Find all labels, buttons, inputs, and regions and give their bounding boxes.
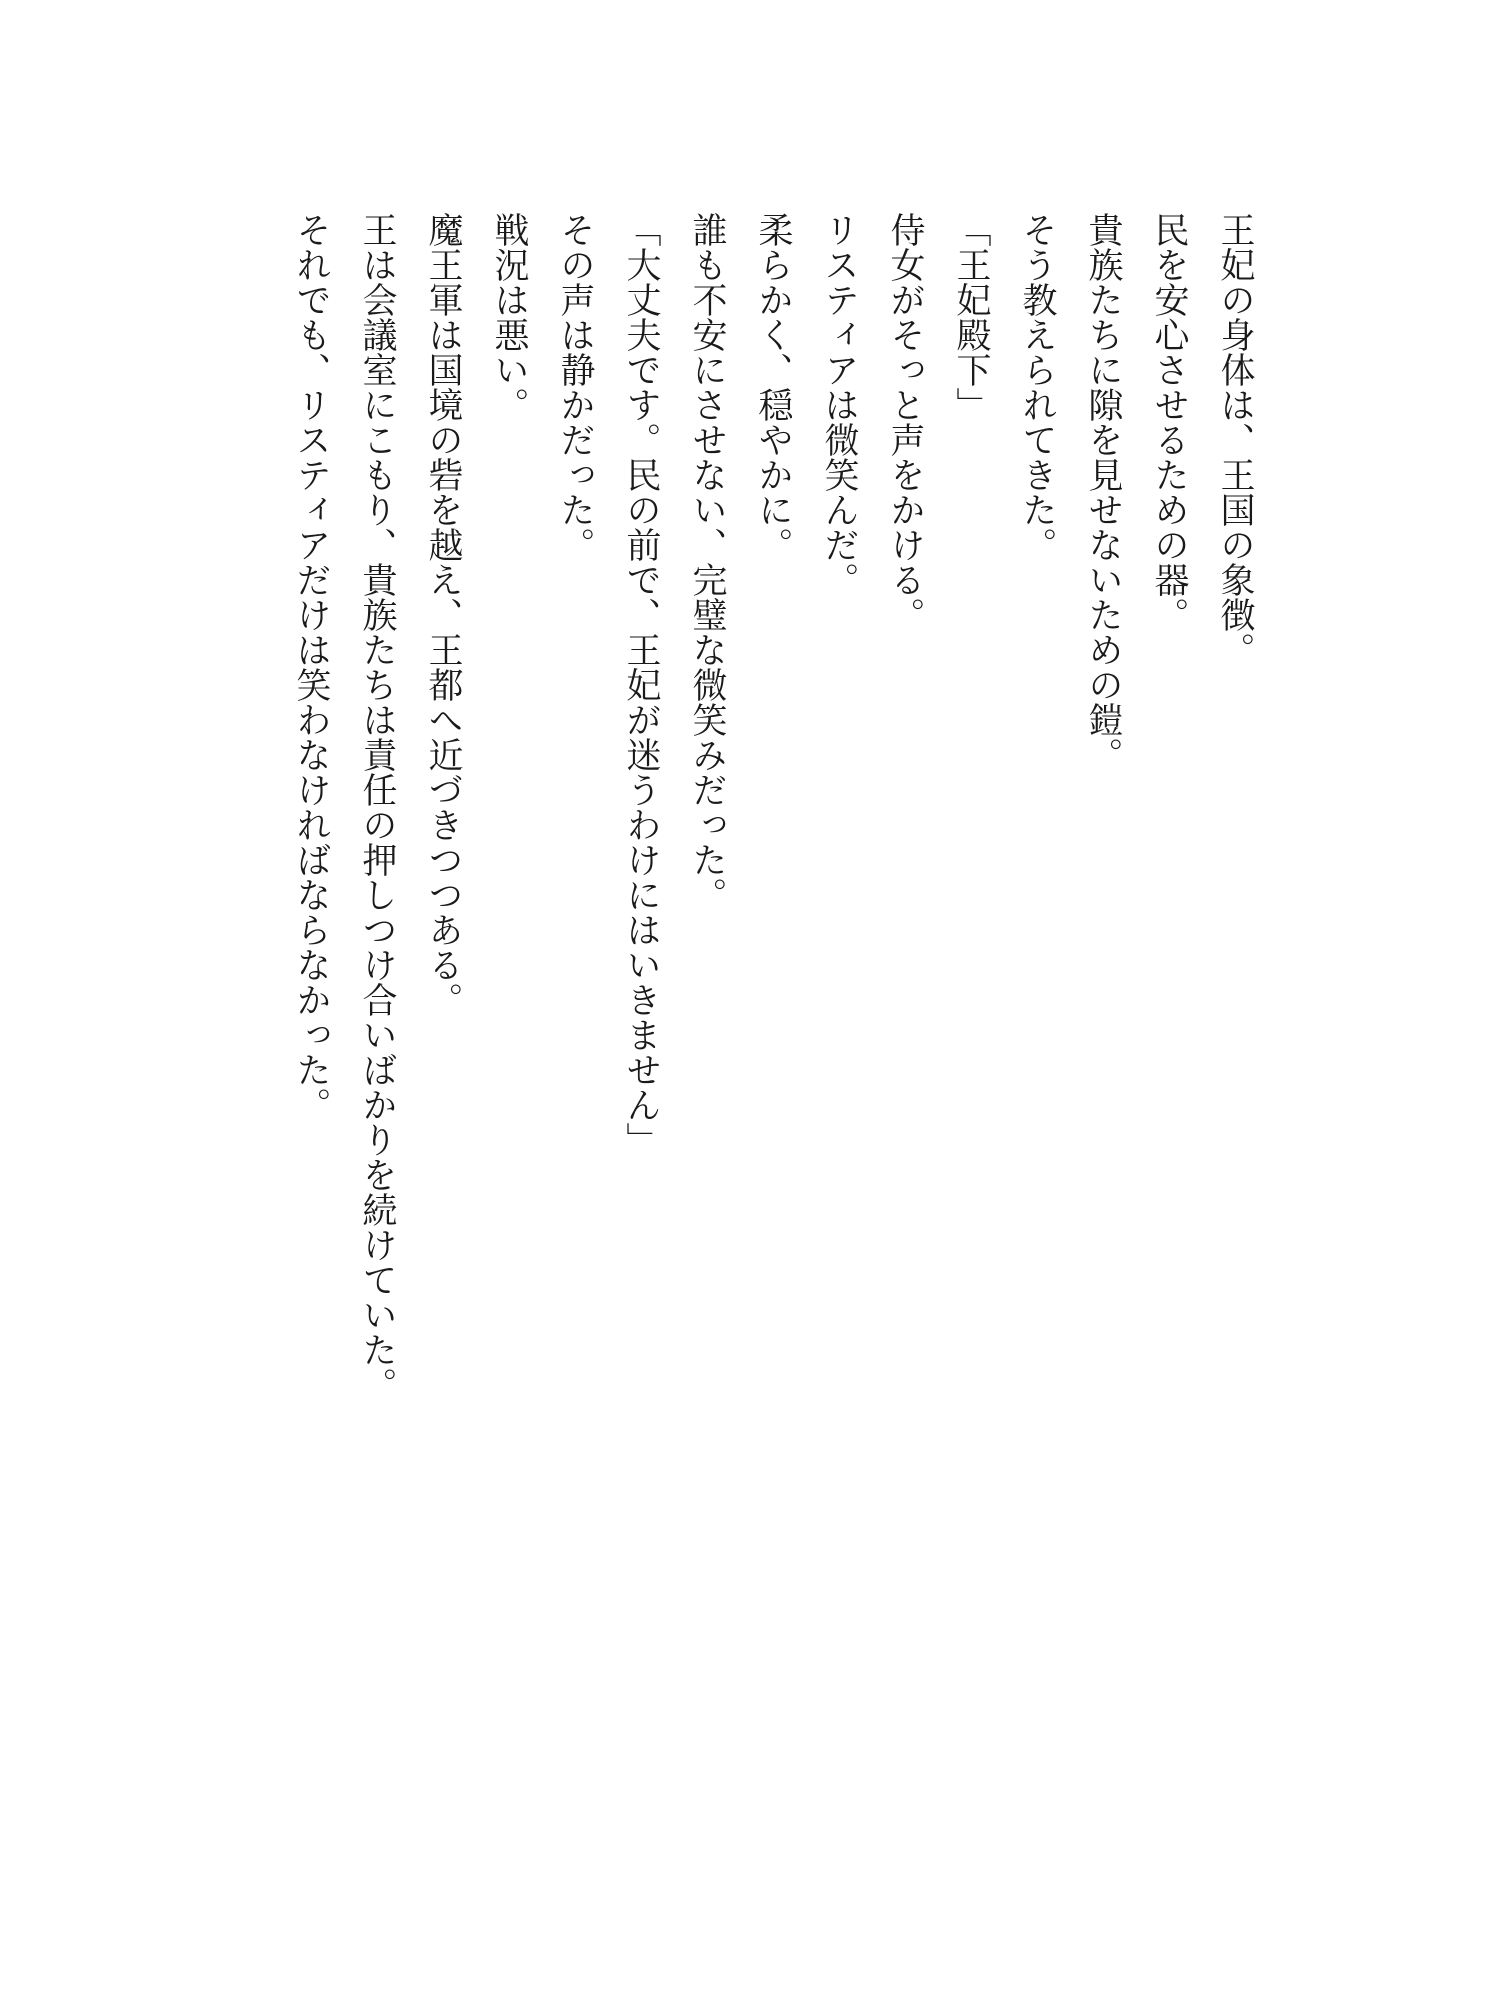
text-line: そう教えられてきた。 [1017,212,1057,562]
text-line: それでも、リスティアだけは笑わなければならなかった。 [291,212,331,1122]
text-line: その声は静かだった。 [555,212,595,562]
text-line: 貴族たちに隙を見せないための鎧。 [1083,212,1123,772]
text-line: 戦況は悪い。 [489,212,529,422]
text-line: 王は会議室にこもり、貴族たちは責任の押しつけ合いばかりを続けていた。 [357,212,397,1402]
text-line: 「王妃殿下」 [951,212,991,422]
text-line: 柔らかく、穏やかに。 [753,212,793,562]
text-line: 民を安心させるための器。 [1149,212,1189,632]
vertical-text-block [278,212,1268,1412]
text-line: 「大丈夫です。民の前で、王妃が迷うわけにはいきません」 [621,212,661,1157]
text-line: リスティアは微笑んだ。 [819,212,859,597]
text-line: 王妃の身体は、王国の象徴。 [1215,212,1255,667]
text-line: 魔王軍は国境の砦を越え、王都へ近づきつつある。 [423,212,463,1017]
text-line: 誰も不安にさせない、完璧な微笑みだった。 [687,212,727,912]
text-line: 侍女がそっと声をかける。 [885,212,925,632]
